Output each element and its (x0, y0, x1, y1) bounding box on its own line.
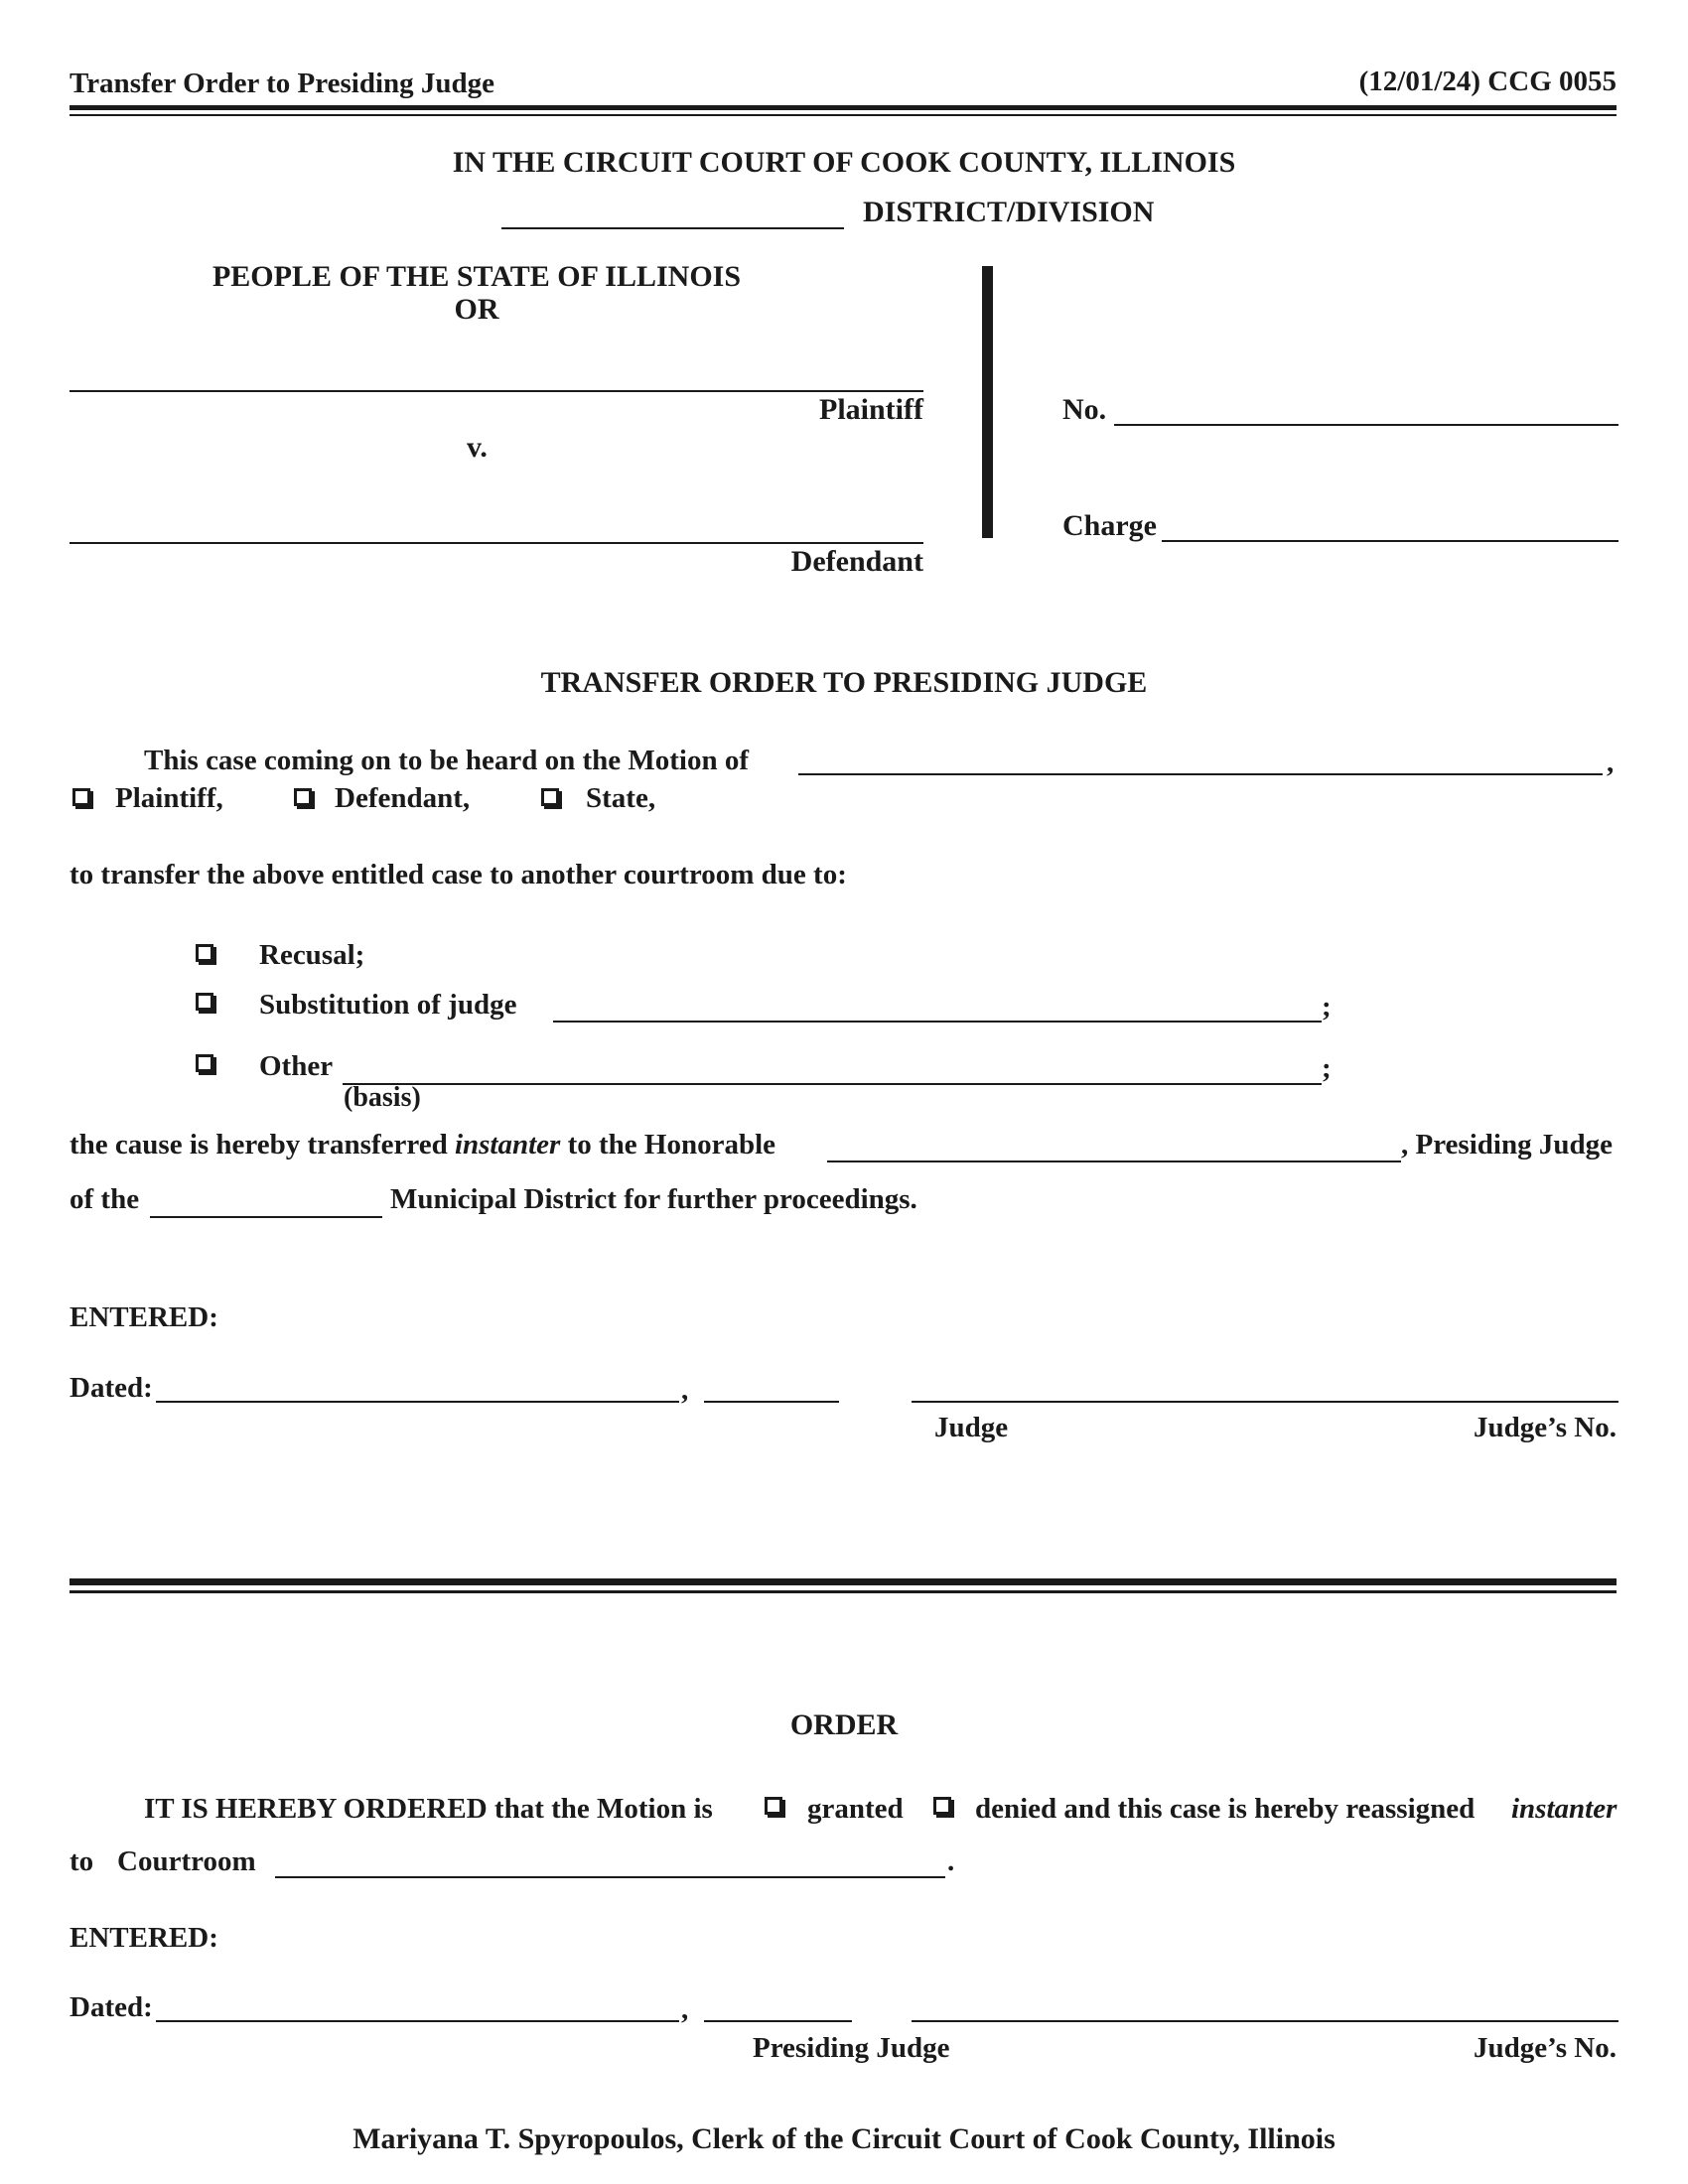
transferred-line (70, 1129, 775, 1161)
other-checkbox[interactable] (196, 1054, 213, 1072)
transferred-post: to the Honorable (567, 1129, 776, 1160)
form-code: (12/01/24) CCG 0055 (1358, 66, 1617, 97)
transfer-dated-label: Dated: (70, 1372, 153, 1404)
charge-field[interactable] (1162, 540, 1618, 542)
courtroom-field[interactable] (275, 1876, 945, 1878)
order-year-field[interactable] (704, 2020, 852, 2022)
header-rule-thin (70, 114, 1617, 116)
transfer-judges-no-label: Judge’s No. (1474, 1412, 1617, 1443)
denied-checkbox[interactable] (933, 1797, 951, 1815)
municipal-text: Municipal District for further proceedings. (390, 1183, 917, 1215)
order-dated-label: Dated: (70, 1991, 153, 2023)
state-option-label: State, (586, 782, 656, 814)
header-rule-thick (70, 105, 1617, 110)
substitution-field[interactable] (553, 1021, 1322, 1023)
defendant-option-label: Defendant, (335, 782, 471, 814)
plaintiff-checkbox[interactable] (72, 788, 90, 806)
denied-text: denied and this case is hereby reassigned (975, 1793, 1476, 1825)
motion-of-field[interactable] (798, 773, 1603, 775)
substitution-semicolon: ; (1322, 991, 1332, 1023)
order-judge-signature-field[interactable] (912, 2020, 1618, 2022)
presiding-judge-label: Presiding Judge (753, 2032, 950, 2064)
basis-label: (basis) (344, 1082, 421, 1113)
defendant-field[interactable] (70, 542, 923, 544)
presiding-judge-suffix: , Presiding Judge (1401, 1129, 1613, 1160)
order-date-field[interactable] (156, 2020, 679, 2022)
district-label: DISTRICT/DIVISION (863, 196, 1155, 228)
defendant-checkbox[interactable] (294, 788, 312, 806)
motion-comma: , (1607, 747, 1615, 778)
order-judges-no-label: Judge’s No. (1474, 2032, 1617, 2064)
transfer-judge-signature-field[interactable] (912, 1401, 1618, 1403)
of-the-label: of the (70, 1183, 140, 1215)
order-date-comma: , (681, 1993, 689, 2025)
motion-text: This case coming on to be heard on the Motion of (144, 745, 749, 776)
to-label: to (70, 1845, 94, 1877)
transfer-judge-label: Judge (934, 1412, 1009, 1443)
transfer-reason-text: to transfer the above entitled case to another courtroom due to: (70, 859, 847, 890)
order-instanter: instanter (1511, 1793, 1618, 1825)
transfer-title: TRANSFER ORDER TO PRESIDING JUDGE (540, 666, 1148, 699)
clerk-footer: Mariyana T. Spyropoulos, Clerk of the Circuit Court of Cook County, Illinois (352, 2122, 1336, 2155)
caption-divider (982, 266, 993, 538)
plaintiff-option-label: Plaintiff, (115, 782, 223, 814)
recusal-label: Recusal; (259, 939, 365, 971)
people-line: PEOPLE OF THE STATE OF ILLINOIS (211, 260, 742, 293)
section-rule-thin (70, 1590, 1617, 1593)
plaintiff-label: Plaintiff (819, 393, 923, 426)
court-title: IN THE CIRCUIT COURT OF COOK COUNTY, ILLINOIS (452, 146, 1236, 179)
charge-label: Charge (1062, 509, 1157, 542)
case-number-label: No. (1062, 393, 1107, 426)
other-semicolon: ; (1322, 1052, 1332, 1084)
state-checkbox[interactable] (541, 788, 559, 806)
order-title: ORDER (789, 1708, 899, 1741)
transfer-entered-label: ENTERED: (70, 1301, 218, 1333)
section-rule-thick (70, 1578, 1617, 1585)
order-entered-label: ENTERED: (70, 1922, 218, 1954)
or-label: OR (454, 293, 499, 326)
recusal-checkbox[interactable] (196, 944, 213, 962)
transfer-date-comma: , (681, 1374, 689, 1406)
substitution-checkbox[interactable] (196, 993, 213, 1011)
district-field[interactable] (501, 227, 844, 229)
transferred-pre: the cause is hereby transferred (70, 1129, 448, 1160)
transfer-year-field[interactable] (704, 1401, 839, 1403)
plaintiff-field[interactable] (70, 390, 923, 392)
other-label: Other (259, 1050, 334, 1082)
transfer-date-field[interactable] (156, 1401, 679, 1403)
granted-label: granted (807, 1793, 904, 1825)
versus-label: v. (467, 431, 488, 464)
case-number-field[interactable] (1114, 424, 1618, 426)
courtroom-label: Courtroom (117, 1845, 256, 1877)
honorable-judge-field[interactable] (827, 1160, 1401, 1162)
instanter-text: instanter (454, 1129, 561, 1160)
ordered-text: IT IS HEREBY ORDERED that the Motion is (144, 1793, 713, 1825)
defendant-label: Defendant (790, 545, 923, 578)
granted-checkbox[interactable] (765, 1797, 782, 1815)
other-basis-field[interactable] (343, 1083, 1322, 1085)
municipal-district-field[interactable] (150, 1216, 382, 1218)
courtroom-period: . (947, 1845, 955, 1877)
form-title: Transfer Order to Presiding Judge (70, 68, 495, 99)
substitution-label: Substitution of judge (259, 989, 517, 1021)
